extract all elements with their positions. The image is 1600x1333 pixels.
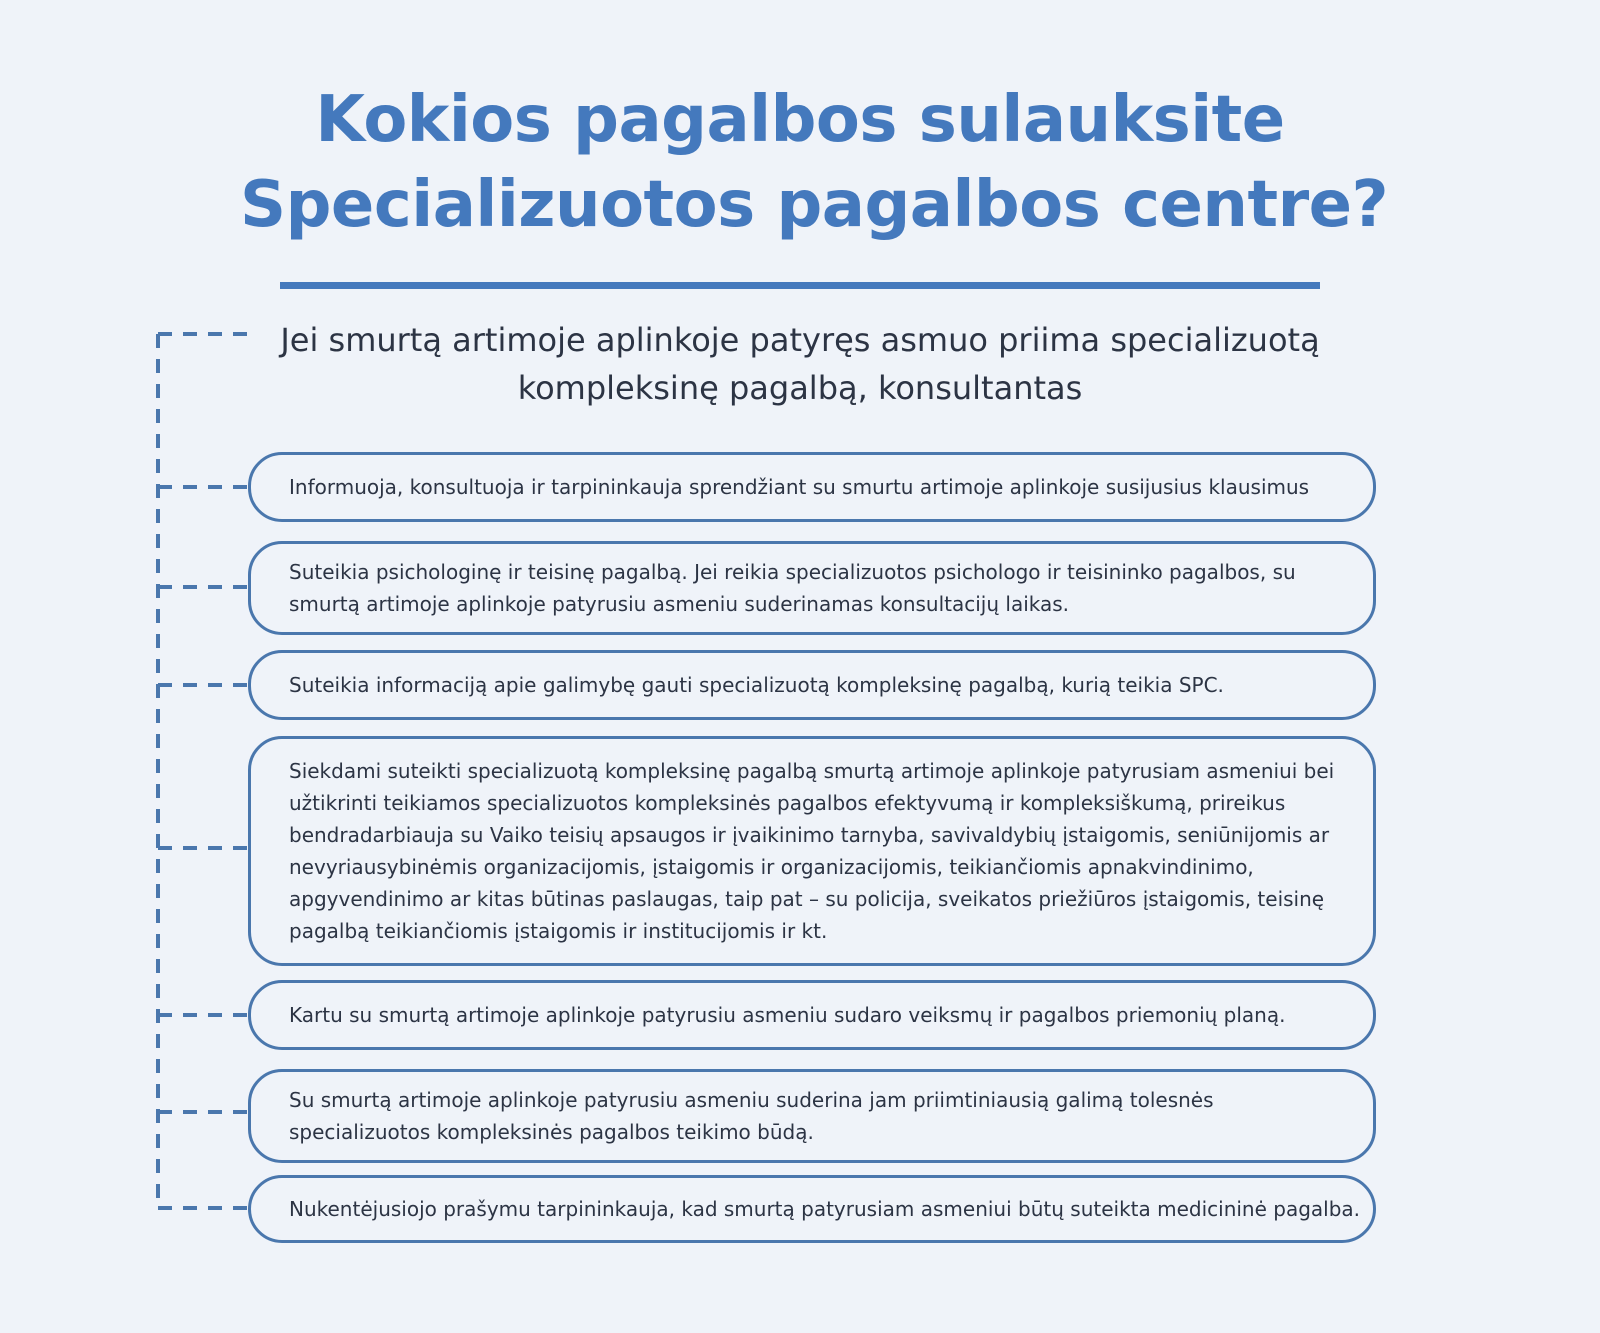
service-item-line: specializuotos kompleksinės pagalbos teikimo būdą. (289, 1120, 814, 1144)
service-item-line: Suteikia informaciją apie galimybę gauti specializuotą kompleksinę pagalbą, kurią teikia SPC. (289, 673, 1224, 697)
intro-line-1: Jei smurtą artimoje aplinkoje patyręs asmuo priima specializuotą (280, 321, 1320, 359)
title-line-2: Specializuotos pagalbos centre? (240, 168, 1389, 242)
service-item-text (289, 669, 1224, 701)
service-item-text (289, 755, 1334, 947)
service-item-line: Nukentėjusiojo prašymu tarpininkauja, kad smurtą patyrusiam asmeniui būtų suteikta medicininė pagalba. (289, 1197, 1361, 1221)
service-item-3 (248, 650, 1376, 720)
service-item-text (289, 1084, 1214, 1148)
service-item-text (289, 556, 1296, 620)
service-item-line: Su smurtą artimoje aplinkoje patyrusiu asmeniu suderina jam priimtiniausią galimą tolesnės (289, 1088, 1214, 1112)
service-item-line: nevyriausybinėmis organizacijomis, įstaigomis ir organizacijomis, teikiančiomis apnakvindinimo, (289, 855, 1254, 879)
intro-line-2: kompleksinę pagalbą, konsultantas (517, 369, 1083, 407)
service-item-line: apgyvendinimo ar kitas būtinas paslaugas, taip pat – su policija, sveikatos priežiūros įstaigomis, teisinę (289, 887, 1325, 911)
title-line-1: Kokios pagalbos sulauksite (315, 83, 1285, 157)
service-item-line: Siekdami suteikti specializuotą kompleksinę pagalbą smurtą artimoje aplinkoje patyrusiam asmeniui bei (289, 759, 1335, 783)
service-item-7 (248, 1175, 1376, 1243)
service-item-line: Suteikia psichologinę ir teisinę pagalbą. Jei reikia specializuotos psichologo ir teisininko pagalbos, su (289, 560, 1296, 584)
service-item-text (289, 1193, 1360, 1225)
service-item-line: bendradarbiauja su Vaiko teisių apsaugos ir įvaikinimo tarnyba, savivaldybių įstaigomis, seniūnijomis ar (289, 823, 1330, 847)
service-item-5 (248, 980, 1376, 1050)
service-item-4 (248, 736, 1376, 966)
service-item-line: pagalbą teikiančiomis įstaigomis ir institucijomis ir kt. (289, 919, 828, 943)
service-item-line: Informuoja, konsultuoja ir tarpininkauja sprendžiant su smurtu artimoje aplinkoje susijusius klausimus (289, 475, 1310, 499)
service-item-2 (248, 541, 1376, 635)
service-item-1 (248, 452, 1376, 522)
service-item-line: Kartu su smurtą artimoje aplinkoje patyrusiu asmeniu sudaro veiksmų ir pagalbos priemonių planą. (289, 1003, 1286, 1027)
service-item-line: užtikrinti teikiamos specializuotos kompleksinės pagalbos efektyvumą ir kompleksiškumą, prireikus (289, 791, 1286, 815)
service-item-line: smurtą artimoje aplinkoje patyrusiu asmeniu suderinamas konsultacijų laikas. (289, 592, 1070, 616)
service-item-text (289, 999, 1285, 1031)
service-item-text (289, 471, 1309, 503)
service-item-6 (248, 1069, 1376, 1163)
